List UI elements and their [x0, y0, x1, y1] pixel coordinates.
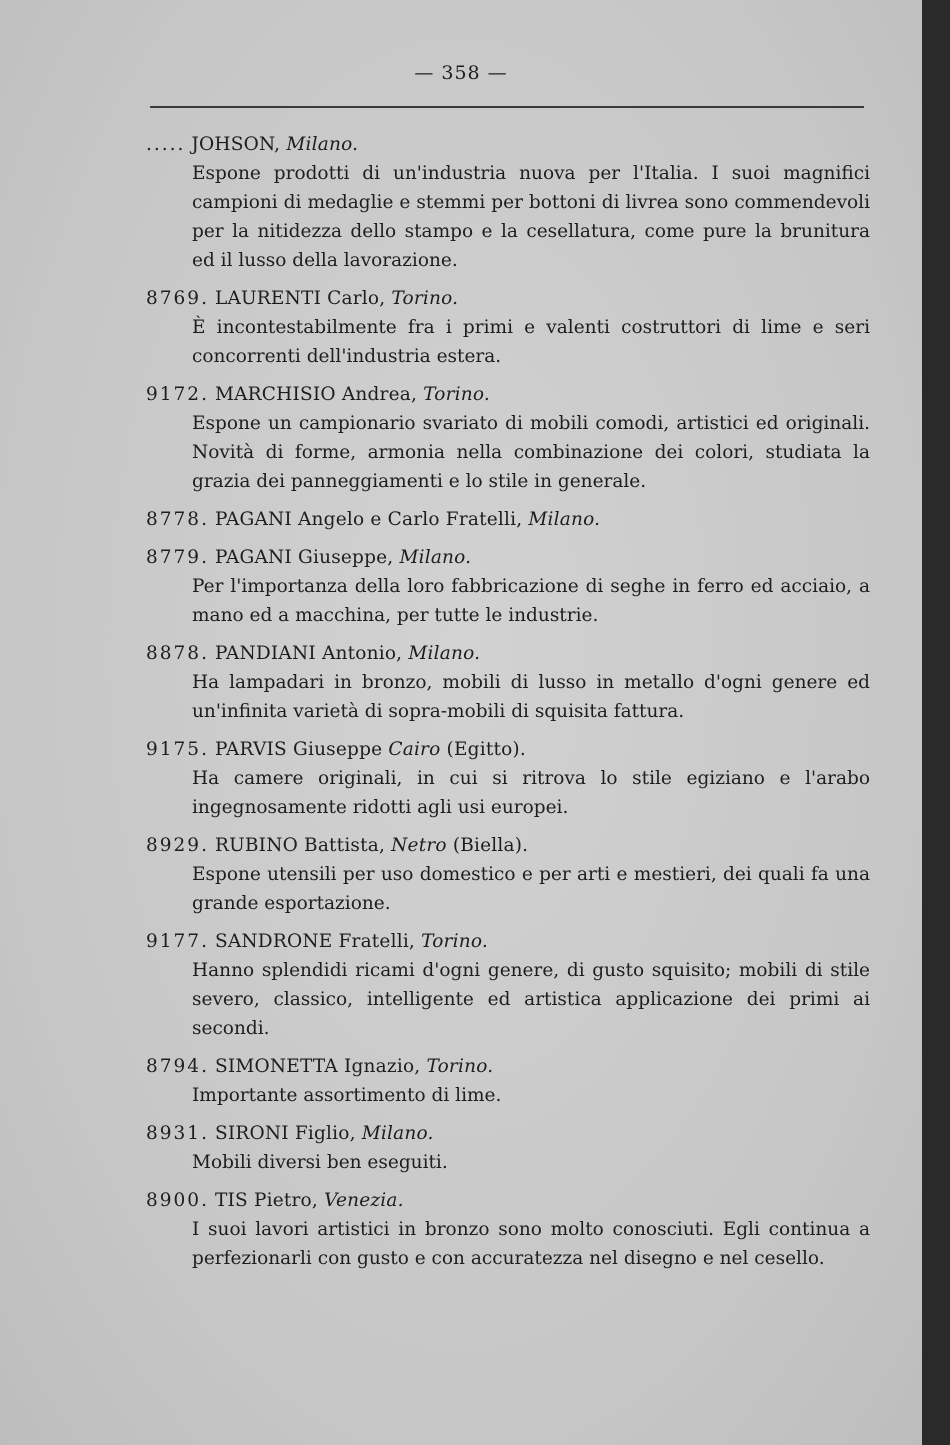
exhibitor-city: Torino.: [391, 288, 459, 309]
entry-description: Ha camere originali, in cui si ritrova lo stile egiziano e l'arabo ingegnosamente ridotti agli usi europei.: [192, 768, 870, 818]
entry-heading: [146, 1186, 870, 1215]
exhibitor-name: PANDIANI Antonio,: [214, 643, 403, 664]
entry-number: .....: [146, 134, 186, 155]
header-rule: [150, 106, 864, 108]
exhibitor-name: SANDRONE Fratelli,: [214, 931, 416, 952]
page-number: — 358 —: [414, 62, 508, 84]
exhibitor-entry: [146, 130, 870, 275]
entry-description: Espone prodotti di un'industria nuova per l'Italia. I suoi magnifici campioni di medaglie e stemmi per bottoni di livrea sono commendevoli per la nitidezza dello stampo e la cesellatura, come pure la brunitura ed il lusso della lavorazione.: [192, 163, 870, 271]
exhibitor-name: PAGANI Giuseppe,: [214, 547, 394, 568]
entry-list: [146, 130, 870, 1282]
entry-number: 8794.: [146, 1056, 209, 1077]
exhibitor-name: PARVIS Giuseppe: [214, 739, 383, 760]
exhibitor-entry: [146, 1186, 870, 1273]
entry-number: 8931.: [146, 1123, 209, 1144]
entry-description: Espone utensili per uso domestico e per arti e mestieri, dei quali fa una grande esportazione.: [192, 864, 870, 914]
entry-description: Importante assortimento di lime.: [192, 1085, 502, 1106]
exhibitor-city: Torino.: [426, 1056, 494, 1077]
exhibitor-name: SIMONETTA Ignazio,: [214, 1056, 421, 1077]
exhibitor-entry: [146, 284, 870, 371]
entry-number: 9177.: [146, 931, 209, 952]
entry-description: Ha lampadari in bronzo, mobili di lusso in metallo d'ogni genere ed un'infinita varietà di sopra-mobili di squisita fattura.: [192, 672, 870, 722]
exhibitor-entry: [146, 1119, 870, 1177]
entry-heading: [146, 130, 870, 159]
exhibitor-city: Torino.: [421, 931, 488, 952]
exhibitor-name: JOHSON,: [191, 134, 281, 155]
entry-description: Espone un campionario svariato di mobili comodi, artistici ed originali. Novità di forme, armonia nella combinazione dei colori, studiata la grazia dei panneggiamenti e lo stile in generale.: [192, 413, 870, 492]
entry-heading: [146, 380, 870, 409]
entry-number: 8878.: [146, 643, 209, 664]
exhibitor-city: Milano.: [399, 547, 472, 568]
exhibitor-name: SIRONI Figlio,: [214, 1123, 356, 1144]
entry-number: 8900.: [146, 1190, 209, 1211]
entry-description: Hanno splendidi ricami d'ogni genere, di gusto squisito; mobili di stile severo, classico, intelligente ed artistica applicazione dei primi ai secondi.: [192, 960, 870, 1039]
exhibitor-name: TIS Pietro,: [214, 1190, 318, 1211]
entry-number: 8769.: [146, 288, 209, 309]
exhibitor-city: Milano.: [361, 1123, 434, 1144]
exhibitor-entry: [146, 1052, 870, 1110]
entry-heading: [146, 735, 870, 764]
exhibitor-name: RUBINO Battista,: [214, 835, 386, 856]
entry-description: Per l'importanza della loro fabbricazione di seghe in ferro ed acciaio, a mano ed a macchina, per tutte le industrie.: [192, 576, 870, 626]
entry-number: 9175.: [146, 739, 209, 760]
exhibitor-city: Venezia.: [324, 1190, 404, 1211]
exhibitor-entry: [146, 927, 870, 1043]
entry-description: Mobili diversi ben eseguiti.: [192, 1152, 448, 1173]
entry-number: 8779.: [146, 547, 209, 568]
exhibitor-entry: [146, 639, 870, 726]
exhibitor-entry: [146, 380, 870, 496]
exhibitor-entry: [146, 543, 870, 630]
exhibitor-name: MARCHISIO Andrea,: [214, 384, 418, 405]
entry-heading: [146, 1052, 870, 1081]
exhibitor-city: Milano.: [408, 643, 481, 664]
entry-heading: [146, 284, 870, 313]
entry-number: 8929.: [146, 835, 209, 856]
exhibitor-region: (Biella).: [452, 835, 529, 856]
entry-number: 9172.: [146, 384, 209, 405]
exhibitor-name: PAGANI Angelo e Carlo Fratelli,: [214, 509, 523, 530]
exhibitor-city: Netro: [391, 835, 447, 856]
exhibitor-city: Torino.: [423, 384, 490, 405]
entry-heading: [146, 927, 870, 956]
entry-heading: [146, 1119, 870, 1148]
exhibitor-city: Cairo: [388, 739, 441, 760]
exhibitor-name: LAURENTI Carlo,: [214, 288, 386, 309]
exhibitor-entry: [146, 505, 870, 534]
exhibitor-entry: [146, 831, 870, 918]
entry-heading: [146, 505, 870, 534]
exhibitor-region: (Egitto).: [446, 739, 526, 760]
entry-heading: [146, 639, 870, 668]
entry-description: I suoi lavori artistici in bronzo sono molto conosciuti. Egli continua a perfezionarli con gusto e con accuratezza nel disegno e nel cesello.: [192, 1219, 870, 1269]
exhibitor-city: Milano.: [528, 509, 601, 530]
entry-number: 8778.: [146, 509, 209, 530]
entry-heading: [146, 543, 870, 572]
entry-description: È incontestabilmente fra i primi e valenti costruttori di lime e seri concorrenti dell'industria estera.: [192, 317, 870, 367]
exhibitor-entry: [146, 735, 870, 822]
entry-heading: [146, 831, 870, 860]
exhibitor-city: Milano.: [286, 134, 359, 155]
